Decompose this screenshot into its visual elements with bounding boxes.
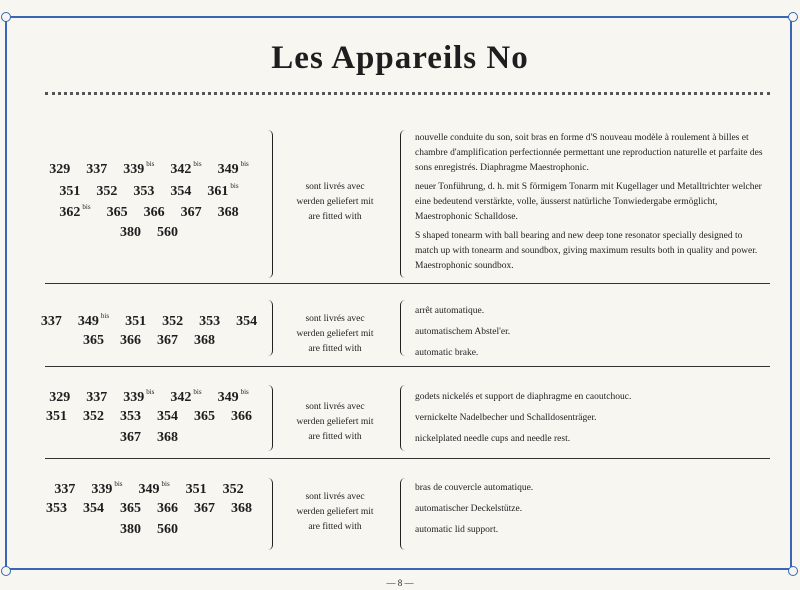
- description-paragraph: neuer Tonführung, d. h. mit S förmigem Tonarm mit Kugellager und Metalltrichter welcher eine bedeutend verstärkte, volle, äusserst natürliche Tonwiedergabe ermöglicht, Maestrophonic Schalldose.: [415, 182, 762, 222]
- model-number: 337: [86, 390, 108, 405]
- fitted-with-line: werden geliefert mit: [296, 329, 374, 339]
- bis-suffix: bis: [82, 203, 91, 211]
- model-number-row: [30, 409, 268, 430]
- frame-corner-ornament: [788, 566, 798, 576]
- model-number: 366: [143, 205, 165, 220]
- fitted-with-line: are fitted with: [308, 432, 362, 442]
- fitted-with-label: [285, 400, 385, 445]
- frame-corner-ornament: [788, 12, 798, 22]
- description-paragraph: godets nickelés et support de diaphragme en caoutchouc.: [415, 392, 632, 402]
- model-number: 365: [194, 409, 215, 424]
- model-number: 351: [46, 409, 67, 424]
- model-number-row: [30, 225, 268, 247]
- model-number: 367: [194, 501, 215, 516]
- right-brace: [400, 130, 405, 278]
- fitted-with-line: are fitted with: [308, 212, 362, 222]
- fitted-with-line: sont livrés avec: [305, 314, 365, 324]
- model-number-row: [30, 333, 268, 354]
- bis-suffix: bis: [193, 388, 202, 396]
- bis-suffix: bis: [146, 160, 155, 168]
- model-number: 337: [86, 162, 108, 177]
- model-number: 349 $^{bis}$: [217, 160, 249, 177]
- model-number: 354: [157, 409, 178, 424]
- section-divider: [45, 458, 770, 459]
- model-number: 362 $^{bis}$: [59, 203, 91, 220]
- fitted-with-label: [285, 180, 385, 225]
- model-number: 368: [231, 501, 252, 516]
- feature-description: [415, 481, 765, 538]
- model-number-row: [30, 430, 268, 451]
- model-number: 353: [120, 409, 141, 424]
- model-number: 353: [133, 183, 155, 199]
- model-number: 367: [120, 430, 141, 445]
- fitted-with-line: sont livrés avec: [305, 402, 365, 412]
- model-number: 366: [157, 501, 178, 516]
- model-number: 337: [40, 314, 62, 329]
- model-number: 329: [49, 162, 71, 177]
- model-number-list: [30, 160, 268, 246]
- fitted-with-line: sont livrés avec: [305, 182, 365, 192]
- description-paragraph: automatic brake.: [415, 348, 479, 358]
- page-number: — 8 —: [386, 578, 414, 588]
- model-number: 560: [157, 224, 178, 240]
- model-number: 339 $^{bis}$: [123, 160, 155, 177]
- model-number: 367: [157, 333, 178, 348]
- model-number: 354: [170, 183, 192, 199]
- description-paragraph: bras de couvercle automatique.: [415, 483, 534, 493]
- fitted-with-line: are fitted with: [308, 522, 362, 532]
- fitted-with-line: werden geliefert mit: [296, 417, 374, 427]
- model-number: 352: [83, 409, 104, 424]
- feature-description: [415, 131, 765, 274]
- bis-suffix: bis: [240, 160, 249, 168]
- model-number: 352: [96, 183, 118, 199]
- fitted-with-line: werden geliefert mit: [296, 507, 374, 517]
- model-number: 329: [49, 390, 71, 405]
- description-paragraph: S shaped tonearm with ball bearing and new deep tone resonator specially designed to match up with tonearm and soundbox, giving maximum results both in quality and power. Maestrophonic soundbox.: [415, 231, 758, 271]
- description-paragraph: nouvelle conduite du son, soit bras en forme d'S nouveau modèle à roulement à billes et chambre d'amplification perfectionnée permettant une reproduction naturelle et parfaite des sons enregistrés. Diaphragme Maestrophonic.: [415, 133, 763, 173]
- description-paragraph: automatic lid support.: [415, 525, 499, 535]
- description-paragraph: vernickelte Nadelbecher und Schalldosenträger.: [415, 413, 597, 423]
- model-number: 361 $^{bis}$: [207, 181, 239, 199]
- title-dotted-rule: [45, 92, 770, 95]
- right-brace: [400, 385, 405, 451]
- model-number: 352: [222, 482, 244, 497]
- model-number: 365: [120, 501, 141, 516]
- fitted-with-label: [285, 312, 385, 357]
- model-number-list: [30, 480, 268, 543]
- model-number: 353: [46, 501, 67, 516]
- bis-suffix: bis: [146, 388, 155, 396]
- fitted-with-line: werden geliefert mit: [296, 197, 374, 207]
- model-number-row: [30, 312, 268, 333]
- model-number: 351: [59, 183, 81, 199]
- model-number-row: [30, 501, 268, 522]
- frame-corner-ornament: [1, 566, 11, 576]
- frame-corner-ornament: [1, 12, 11, 22]
- model-number: 354: [236, 314, 258, 329]
- model-number: 365: [83, 333, 104, 348]
- model-number-row: [30, 522, 268, 543]
- model-number-row: [30, 388, 268, 409]
- model-number: 349 $^{bis}$: [138, 480, 170, 497]
- model-number: 354: [83, 501, 104, 516]
- page-title: Les Appareils No: [271, 40, 529, 76]
- model-number-row: [30, 480, 268, 501]
- model-number-row: [30, 160, 268, 182]
- model-number: 560: [157, 522, 178, 537]
- model-number-list: [30, 388, 268, 451]
- bis-suffix: bis: [114, 480, 123, 488]
- bis-suffix: bis: [161, 480, 170, 488]
- feature-description: [415, 390, 765, 447]
- left-brace: [268, 130, 273, 278]
- model-number: 353: [199, 314, 221, 329]
- model-number: 342 $^{bis}$: [170, 388, 202, 405]
- model-number: 380: [120, 224, 141, 240]
- model-number-row: [30, 203, 268, 225]
- description-paragraph: automatischer Deckelstütze.: [415, 504, 523, 514]
- model-number: 352: [162, 314, 184, 329]
- section-divider: [45, 366, 770, 367]
- model-number: 339 $^{bis}$: [91, 480, 123, 497]
- model-number-list: [30, 312, 268, 354]
- model-number: 366: [120, 333, 141, 348]
- bis-suffix: bis: [100, 312, 110, 320]
- model-number: 368: [194, 333, 215, 348]
- model-number: 339 $^{bis}$: [123, 388, 155, 405]
- left-brace: [268, 300, 273, 356]
- bis-suffix: bis: [240, 388, 249, 396]
- model-number: 365: [106, 205, 128, 220]
- model-number: 367: [180, 205, 202, 220]
- description-paragraph: nickelplated needle cups and needle rest.: [415, 434, 571, 444]
- description-paragraph: automatischem Abstel'er.: [415, 327, 511, 337]
- section-divider: [45, 283, 770, 284]
- model-number: 349 $^{bis}$: [77, 312, 110, 329]
- description-paragraph: arrêt automatique.: [415, 306, 485, 316]
- fitted-with-label: [285, 490, 385, 535]
- bis-suffix: bis: [193, 160, 202, 168]
- fitted-with-line: sont livrés avec: [305, 492, 365, 502]
- model-number: 337: [54, 482, 76, 497]
- model-number: 351: [185, 482, 207, 497]
- left-brace: [268, 478, 273, 550]
- model-number: 351: [125, 314, 147, 329]
- left-brace: [268, 385, 273, 451]
- bis-suffix: bis: [230, 181, 239, 190]
- model-number: 349 $^{bis}$: [217, 388, 249, 405]
- model-number: 368: [157, 430, 178, 445]
- model-number: 368: [217, 205, 239, 220]
- fitted-with-line: are fitted with: [308, 344, 362, 354]
- right-brace: [400, 300, 405, 356]
- right-brace: [400, 478, 405, 550]
- model-number: 380: [120, 522, 141, 537]
- model-number-row: [30, 182, 268, 204]
- feature-description: [415, 304, 765, 361]
- model-number: 342 $^{bis}$: [170, 160, 202, 177]
- model-number: 366: [231, 409, 252, 424]
